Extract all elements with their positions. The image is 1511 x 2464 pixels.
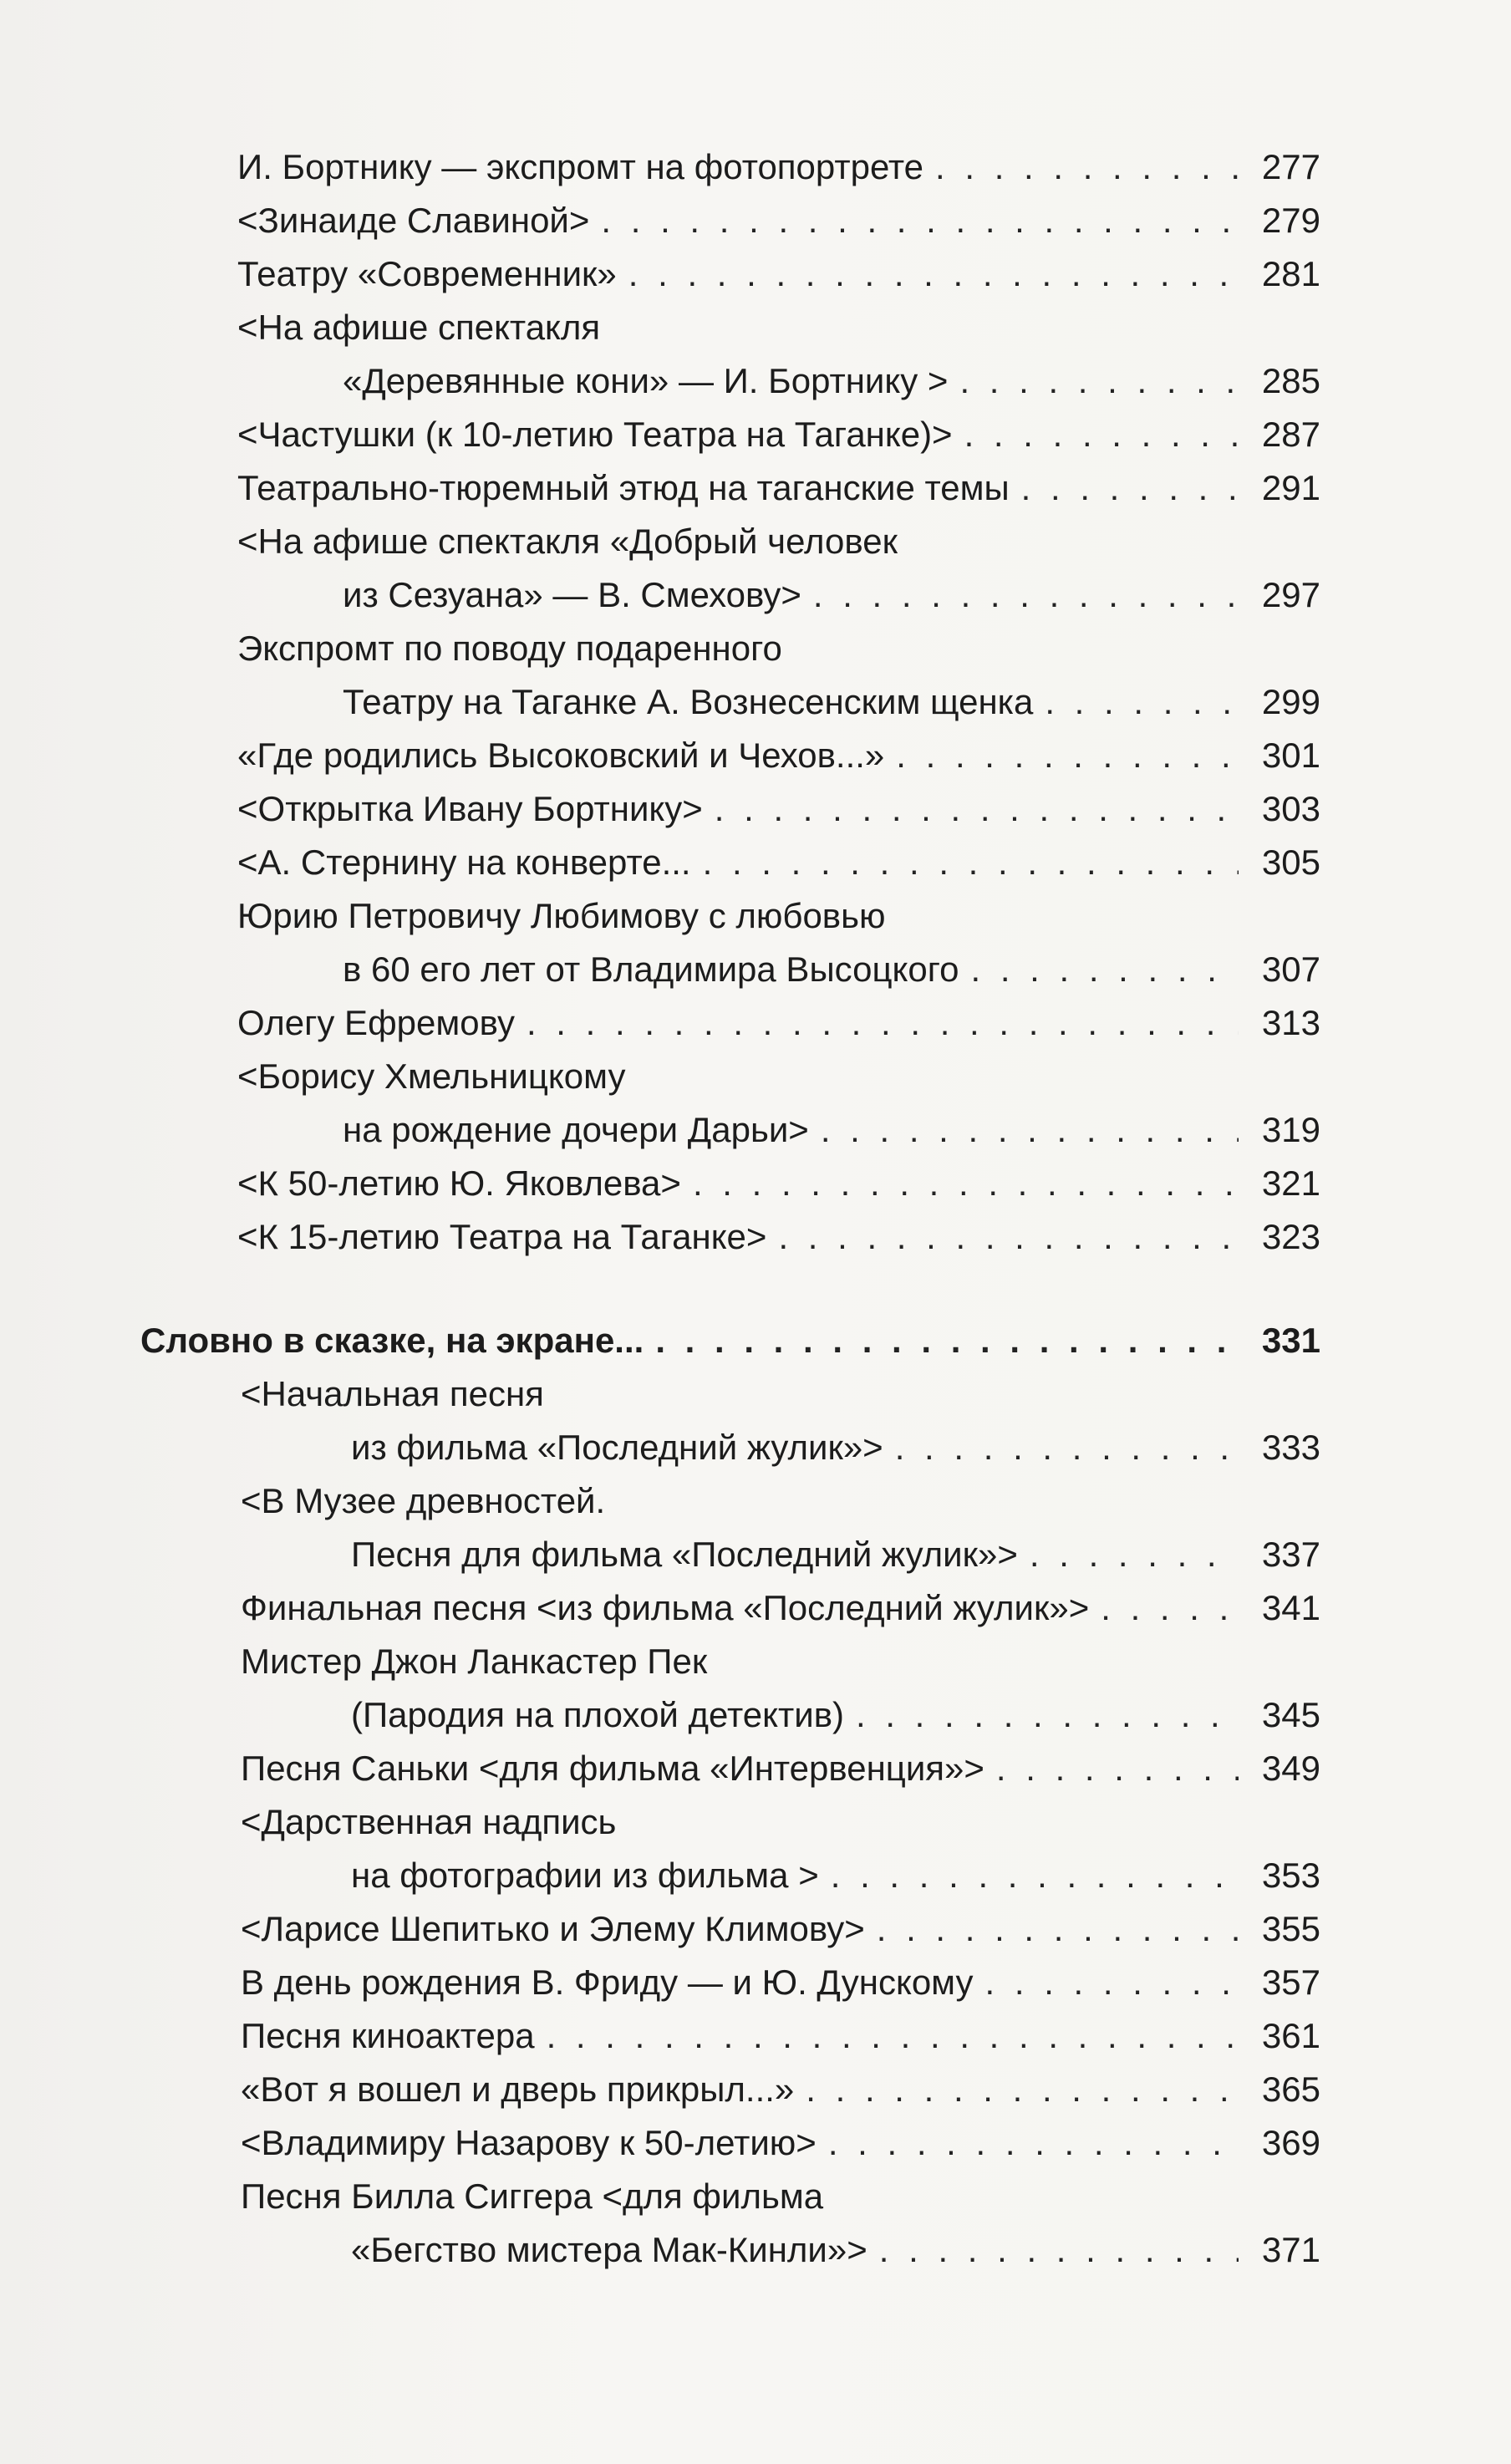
- toc-entry-line: [134, 782, 1320, 836]
- dot-leader: [831, 1849, 1239, 1902]
- toc-page-number: 369: [1261, 2123, 1320, 2162]
- toc-entry-line: [134, 2116, 1320, 2170]
- toc-entry-line: [134, 1157, 1320, 1210]
- toc-entry-line: [134, 996, 1320, 1050]
- toc-entry: [134, 1902, 1320, 1956]
- dot-leader: [877, 1902, 1239, 1956]
- toc-entry-line: [134, 1849, 1320, 1902]
- toc-page-number: 287: [1261, 415, 1320, 454]
- dot-leader: [970, 943, 1239, 996]
- toc-entry: [134, 140, 1320, 194]
- toc-entry: [134, 889, 1320, 996]
- dot-leader: [959, 354, 1239, 408]
- toc-page-number: 291: [1261, 468, 1320, 507]
- toc-entry-title: Олегу Ефремову: [237, 1003, 515, 1042]
- toc-entry-line: [134, 2009, 1320, 2063]
- toc-entry: [134, 1210, 1320, 1264]
- toc-entry-line: [134, 729, 1320, 782]
- dot-leader: [1021, 461, 1239, 515]
- dot-leader: [527, 996, 1239, 1050]
- toc-page-number: 337: [1261, 1535, 1320, 1574]
- toc-entry-title: Песня для фильма «Последний жулик»>: [351, 1535, 1018, 1574]
- toc-entry-title: «Бегство мистера Мак-Кинли»>: [351, 2230, 867, 2269]
- toc-page-number: 281: [1261, 254, 1320, 293]
- heading-line: [134, 1314, 1320, 1367]
- toc-entry: [134, 782, 1320, 836]
- dot-leader: [655, 1314, 1239, 1367]
- toc-entry-line: [134, 1581, 1320, 1635]
- dot-leader: [813, 568, 1239, 622]
- toc-entry-title: <Ларисе Шепитько и Элему Климову>: [241, 1909, 865, 1948]
- toc-page-number: 277: [1261, 147, 1320, 186]
- toc-entry: [134, 515, 1320, 622]
- toc-entry-line: [134, 301, 1320, 354]
- toc-entry-line: [134, 408, 1320, 461]
- toc-entry-line: [134, 943, 1320, 996]
- toc-entry-title: из фильма «Последний жулик»>: [351, 1428, 883, 1467]
- toc-page-number: 301: [1261, 736, 1320, 775]
- toc-entry: [134, 2170, 1320, 2277]
- toc-entry: [134, 301, 1320, 408]
- toc-entry-line: [134, 1742, 1320, 1795]
- toc-entry-line: [134, 2063, 1320, 2116]
- toc-section-heading: [134, 1314, 1320, 1367]
- dot-leader: [896, 729, 1239, 782]
- heading-title: Словно в сказке, на экране...: [140, 1321, 644, 1360]
- toc-entry-line: [134, 1956, 1320, 2009]
- toc-entry: [134, 1157, 1320, 1210]
- toc-entry-line: [134, 194, 1320, 247]
- toc-entry-title: Юрию Петровичу Любимову с любовью: [237, 896, 886, 935]
- toc-entry-title: <К 15-летию Театра на Таганке>: [237, 1217, 767, 1256]
- toc-entry-line: [134, 889, 1320, 943]
- toc-page-number: 297: [1261, 575, 1320, 614]
- toc-entry-title: Финальная песня <из фильма «Последний жулик»>: [241, 1588, 1090, 1627]
- toc-page-number: 365: [1261, 2069, 1320, 2109]
- toc-entry-line: [134, 247, 1320, 301]
- toc-page-number: 285: [1261, 361, 1320, 400]
- dot-leader: [778, 1210, 1239, 1264]
- toc-entry-line: [134, 140, 1320, 194]
- toc-page-number: 361: [1261, 2016, 1320, 2055]
- toc-entry-title: <Борису Хмельницкому: [237, 1056, 626, 1096]
- toc-entry: [134, 2009, 1320, 2063]
- toc-entry-title: Театрально-тюремный этюд на таганские темы: [237, 468, 1010, 507]
- toc-entry-title: Песня киноактера: [241, 2016, 535, 2055]
- table-of-contents: [134, 140, 1320, 2277]
- toc-entry-title: на фотографии из фильма >: [351, 1856, 819, 1895]
- toc-entry: [134, 622, 1320, 729]
- dot-leader: [935, 140, 1239, 194]
- toc-entry-title: Экспромт по поводу подаренного: [237, 629, 782, 668]
- toc-section-theatre: [134, 140, 1320, 1264]
- toc-page-number: 313: [1261, 1003, 1320, 1042]
- toc-page-number: 305: [1261, 843, 1320, 882]
- toc-page-number: 345: [1261, 1695, 1320, 1734]
- dot-leader: [715, 782, 1239, 836]
- toc-entry-title: <На афише спектакля: [237, 308, 601, 347]
- toc-entry: [134, 1474, 1320, 1581]
- toc-entry-line: [134, 1103, 1320, 1157]
- toc-entry-title: Мистер Джон Ланкастер Пек: [241, 1642, 708, 1681]
- toc-entry-title: <Дарственная надпись: [241, 1802, 617, 1841]
- toc-entry: [134, 461, 1320, 515]
- toc-page-number: 341: [1261, 1588, 1320, 1627]
- toc-entry-title: Песня Саньки <для фильма «Интервенция»>: [241, 1749, 984, 1788]
- toc-entry: [134, 247, 1320, 301]
- toc-entry-line: [134, 515, 1320, 568]
- toc-entry-line: [134, 1528, 1320, 1581]
- toc-entry-title: В день рождения В. Фриду — и Ю. Дунскому: [241, 1963, 974, 2002]
- toc-entry-title: из Сезуана» — В. Смехову>: [343, 575, 801, 614]
- dot-leader: [1045, 675, 1239, 729]
- toc-entry-line: [134, 675, 1320, 729]
- dot-leader: [601, 194, 1239, 247]
- dot-leader: [879, 2223, 1239, 2277]
- toc-page-number: 371: [1261, 2230, 1320, 2269]
- toc-entry-title: «Вот я вошел и дверь прикрыл...»: [241, 2069, 795, 2109]
- toc-entry-title: «Деревянные кони» — И. Бортнику >: [343, 361, 949, 400]
- dot-leader: [628, 247, 1239, 301]
- toc-entry-title: Песня Билла Сиггера <для фильма: [241, 2176, 824, 2216]
- toc-entry: [134, 1581, 1320, 1635]
- toc-entry-title: <К 50-летию Ю. Яковлева>: [237, 1163, 681, 1203]
- toc-entry: [134, 1742, 1320, 1795]
- toc-section-film: [134, 1367, 1320, 2277]
- toc-page-number: 349: [1261, 1749, 1320, 1788]
- toc-entry-line: [134, 1474, 1320, 1528]
- toc-page-number: 307: [1261, 949, 1320, 989]
- toc-entry-title: «Где родились Высоковский и Чехов...»: [237, 736, 885, 775]
- dot-leader: [964, 408, 1239, 461]
- toc-entry-line: [134, 1688, 1320, 1742]
- dot-leader: [547, 2009, 1239, 2063]
- dot-leader: [856, 1688, 1239, 1742]
- toc-entry-line: [134, 1635, 1320, 1688]
- heading-page-number: 331: [1261, 1321, 1320, 1360]
- toc-entry-title: <Начальная песня: [241, 1374, 544, 1413]
- dot-leader: [996, 1742, 1239, 1795]
- toc-page-number: 299: [1261, 682, 1320, 721]
- dot-leader: [828, 2116, 1239, 2170]
- toc-entry: [134, 729, 1320, 782]
- toc-entry-line: [134, 1367, 1320, 1421]
- toc-entry: [134, 1635, 1320, 1742]
- toc-entry-title: <На афише спектакля «Добрый человек: [237, 522, 898, 561]
- toc-entry-title: <А. Стернину на конверте...: [237, 843, 691, 882]
- toc-page-number: 323: [1261, 1217, 1320, 1256]
- toc-entry: [134, 1956, 1320, 2009]
- dot-leader: [985, 1956, 1239, 2009]
- toc-entry-line: [134, 461, 1320, 515]
- toc-entry-line: [134, 568, 1320, 622]
- toc-entry-title: <Владимиру Назарову к 50-летию>: [241, 2123, 817, 2162]
- toc-entry-title: Театру «Современник»: [237, 254, 617, 293]
- toc-entry-title: <Зинаиде Славиной>: [237, 201, 590, 240]
- toc-page-number: 319: [1261, 1110, 1320, 1149]
- toc-entry: [134, 2116, 1320, 2170]
- toc-entry: [134, 1795, 1320, 1902]
- toc-entry-line: [134, 1902, 1320, 1956]
- toc-entry-title: <Частушки (к 10-летию Театра на Таганке)>: [237, 415, 953, 454]
- toc-entry-title: <В Музее древностей.: [241, 1481, 606, 1520]
- toc-page-number: 333: [1261, 1428, 1320, 1467]
- toc-page-number: 353: [1261, 1856, 1320, 1895]
- toc-page-number: 303: [1261, 789, 1320, 828]
- dot-leader: [1030, 1528, 1239, 1581]
- toc-entry-line: [134, 2170, 1320, 2223]
- toc-page-number: 357: [1261, 1963, 1320, 2002]
- toc-entry-line: [134, 836, 1320, 889]
- dot-leader: [1101, 1581, 1239, 1635]
- toc-page-number: 355: [1261, 1909, 1320, 1948]
- toc-entry-line: [134, 1050, 1320, 1103]
- toc-entry: [134, 996, 1320, 1050]
- toc-entry-line: [134, 2223, 1320, 2277]
- toc-page-number: 279: [1261, 201, 1320, 240]
- dot-leader: [693, 1157, 1239, 1210]
- dot-leader: [895, 1421, 1239, 1474]
- section-gap: [134, 1264, 1320, 1314]
- toc-entry-title: И. Бортнику — экспромт на фотопортрете: [237, 147, 924, 186]
- toc-entry-line: [134, 1421, 1320, 1474]
- toc-entry: [134, 836, 1320, 889]
- toc-entry-line: [134, 354, 1320, 408]
- dot-leader: [806, 2063, 1239, 2116]
- toc-entry-title: в 60 его лет от Владимира Высоцкого: [343, 949, 959, 989]
- toc-entry: [134, 1367, 1320, 1474]
- toc-entry: [134, 194, 1320, 247]
- toc-entry: [134, 408, 1320, 461]
- toc-entry: [134, 2063, 1320, 2116]
- toc-entry-line: [134, 1210, 1320, 1264]
- toc-entry-title: <Открытка Ивану Бортнику>: [237, 789, 703, 828]
- toc-entry-line: [134, 1795, 1320, 1849]
- dot-leader: [821, 1103, 1239, 1157]
- toc-entry-title: на рождение дочери Дарьи>: [343, 1110, 809, 1149]
- toc-entry-title: (Пародия на плохой детектив): [351, 1695, 844, 1734]
- toc-entry-line: [134, 622, 1320, 675]
- toc-page-number: 321: [1261, 1163, 1320, 1203]
- dot-leader: [703, 836, 1239, 889]
- toc-entry: [134, 1050, 1320, 1157]
- toc-entry-title: Театру на Таганке А. Вознесенским щенка: [343, 682, 1034, 721]
